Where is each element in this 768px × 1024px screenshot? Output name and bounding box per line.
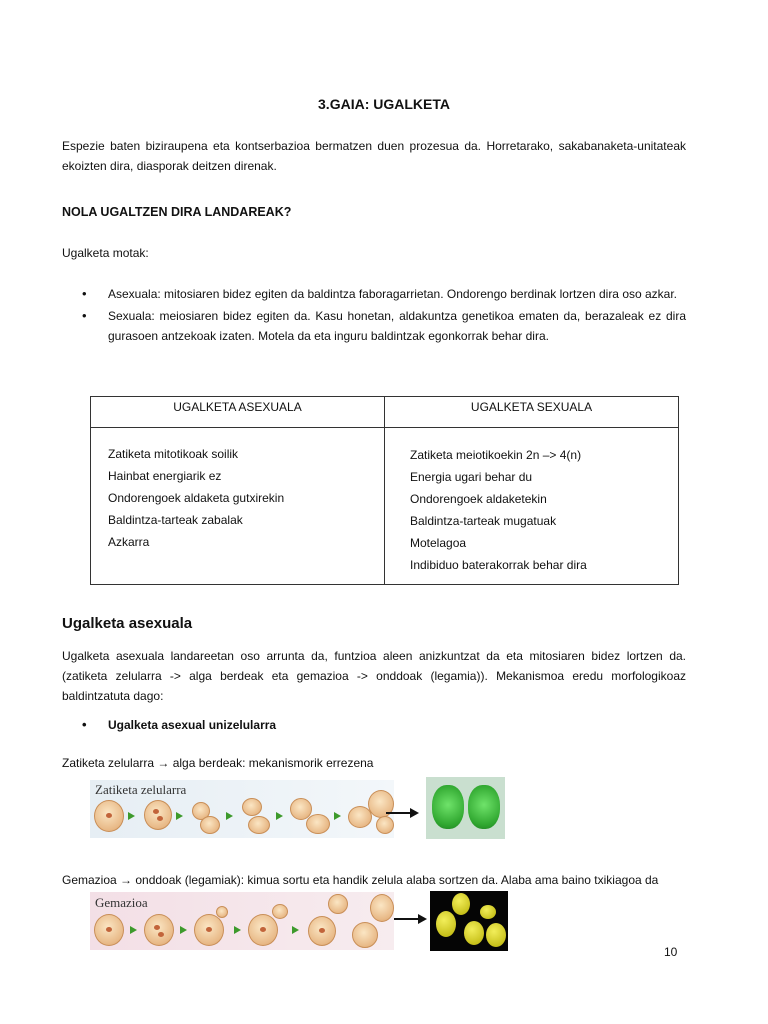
green-alga-photo [426,777,505,839]
sexual-item: Ondorengoek aldaketekin [410,492,547,506]
question-heading: NOLA UGALTZEN DIRA LANDAREAK? [62,205,292,219]
header-sexual: UGALKETA SEXUALA [385,397,679,428]
green-arrow-icon [334,812,341,820]
asexual-item: Azkarra [108,535,150,549]
cell-icon [308,916,336,946]
intro-paragraph: Espezie baten biziraupena eta kontserbazioa bermatzen duen prozesua da. Horretarako, sakabanaketa-unitateak ekoizten dira, diasporak deitzen direnak. [62,139,686,173]
yeast-cell-icon [436,911,456,937]
budding-label: Gemazioa [95,895,148,910]
cell-icon [248,816,270,834]
section-heading: Ugalketa asexuala [62,615,193,632]
cell-icon [242,798,262,816]
comparison-table [90,396,679,585]
sexual-item: Energia ugari behar du [410,470,533,484]
budding-caption: Gemazioa → onddoak (legamiak): kimua sortu eta handik zelula alaba sortzen da. Alaba ama baino txikiagoa da [62,873,659,887]
bud-icon [216,906,228,918]
budding-illustration [90,892,394,950]
asexual-cell [91,428,385,585]
type-asexual: • Asexuala: mitosiaren bidez egiten da baldintza faboragarrietan. Ondorengo berdinak lortzen dira oso azkar. [82,284,686,304]
yeast-photo [430,891,508,951]
green-arrow-icon [180,926,187,934]
asexual-item: Baldintza-tarteak zabalak [108,513,243,527]
asexual-item: Hainbat energiarik ez [108,469,222,483]
cell-icon [306,814,330,834]
cell-icon [200,816,220,834]
type-sexual: • Sexuala: meiosiaren bidez egiten da. Kasu honetan, aldakuntza genetikoa ematen da, berazaleak ez dira gurasoen antzekoak izaten. Motela da eta inguru baldintzak egonkorrak behar dira. [82,306,686,346]
green-arrow-icon [176,812,183,820]
alga-cell-icon [468,785,500,829]
fission-caption: Zatiketa zelularra → alga berdeak: mekanismorik errezena [62,756,374,770]
green-arrow-icon [226,812,233,820]
bud-icon [328,894,348,914]
sexual-item: Baldintza-tarteak mugatuak [410,514,557,528]
unicellular-list [82,715,682,735]
page-number: 10 [664,945,678,959]
cell-icon [352,922,378,948]
yeast-cell-icon [480,905,496,919]
types-list [82,284,686,346]
yeast-cell-icon [464,921,484,945]
alga-cell-icon [432,785,464,829]
cell-icon [144,800,172,830]
fission-illustration [90,780,394,838]
bud-icon [272,904,288,919]
asexual-item: Ondorengoek aldaketa gutxirekin [108,491,285,505]
arrow-right-icon [386,806,420,820]
sexual-item: Motelagoa [410,536,467,550]
section-paragraph: Ugalketa asexuala landareetan oso arrunta da, funtzioa aleen anizkuntzat da eta mitosiaren bidez lortzen da. (zatiketa zelularra -> alga berdeak eta gemazioa -> onddoak (legamia)). Mekanismoa eredu morfologikoaz baldintzatuta dago: [62,649,686,703]
green-arrow-icon [276,812,283,820]
asexual-item: Zatiketa mitotikoak soilik [108,447,239,461]
cell-icon [248,914,278,946]
yeast-cell-icon [452,893,470,915]
unicellular-item: • Ugalketa asexual unizelularra [82,715,682,735]
green-arrow-icon [128,812,135,820]
page-title: 3.GAIA: UGALKETA [318,96,450,112]
header-asexual: UGALKETA ASEXUALA [91,397,385,428]
green-arrow-icon [292,926,299,934]
green-arrow-icon [234,926,241,934]
cell-icon [94,914,124,946]
cell-icon [194,914,224,946]
sexual-item: Indibiduo baterakorrak behar dira [410,558,587,572]
arrow-right-icon [394,912,428,926]
sexual-cell [385,428,679,585]
cell-icon [94,800,124,832]
types-label: Ugalketa motak: [62,246,149,260]
fission-label: Zatiketa zelularra [95,782,187,797]
cell-icon [144,914,174,946]
cell-icon [370,894,394,922]
green-arrow-icon [130,926,137,934]
sexual-item: Zatiketa meiotikoekin 2n –> 4(n) [410,448,582,462]
yeast-cell-icon [486,923,506,947]
